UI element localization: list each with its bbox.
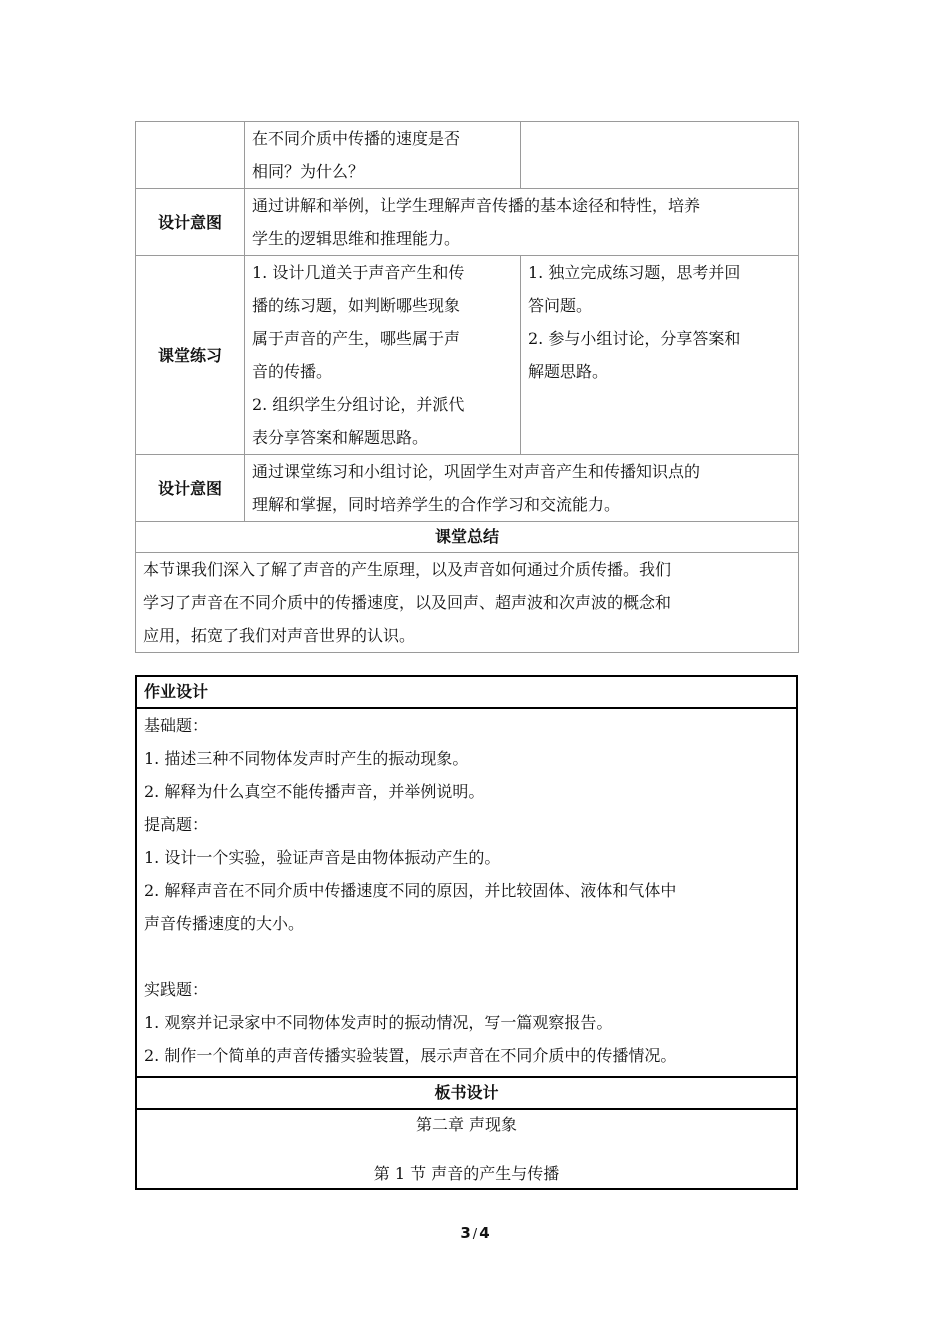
text-line: 应用，拓宽了我们对声音世界的认识。 <box>143 626 416 645</box>
design-intent-text <box>245 189 799 256</box>
teacher-activity-cell <box>245 122 521 189</box>
text-line: 在不同介质中传播的速度是否 <box>252 129 461 148</box>
advanced-title: 提高题： <box>144 815 209 834</box>
text-line: 通过课堂练习和小组讨论，巩固学生对声音产生和传播知识点的 <box>252 462 701 481</box>
text-line: 解题思路。 <box>528 362 609 381</box>
design-intent-label: 设计意图 <box>136 455 245 522</box>
table-row <box>136 522 799 553</box>
lesson-plan-table <box>135 121 799 653</box>
text-line: 1. 设计一个实验，验证声音是由物体振动产生的。 <box>144 848 501 867</box>
text-line: 音的传播。 <box>252 362 333 381</box>
class-summary-text <box>136 553 799 653</box>
board-design-content <box>136 1109 797 1189</box>
chapter-title: 第二章 声现象 <box>415 1115 518 1134</box>
table-row <box>136 553 799 653</box>
text-line: 播的练习题，如判断哪些现象 <box>252 296 461 315</box>
text-line: 学习了声音在不同介质中的传播速度，以及回声、超声波和次声波的概念和 <box>143 593 672 612</box>
table-row <box>136 256 799 455</box>
design-intent-text <box>245 455 799 522</box>
text-line: 声音传播速度的大小。 <box>144 914 305 933</box>
student-activity-cell <box>521 122 799 189</box>
text-line: 1. 观察并记录家中不同物体发声时的振动情况，写一篇观察报告。 <box>144 1013 613 1032</box>
spacer <box>144 1137 789 1161</box>
practice-student-cell <box>521 256 799 455</box>
table-row <box>136 1109 797 1189</box>
class-summary-heading: 课堂总结 <box>136 522 799 553</box>
design-intent-label: 设计意图 <box>136 189 245 256</box>
text-line: 1. 描述三种不同物体发声时产生的振动现象。 <box>144 749 469 768</box>
board-design-heading: 板书设计 <box>136 1077 797 1109</box>
text-line: 表分享答案和解题思路。 <box>252 428 429 447</box>
page-separator: / <box>472 1227 478 1242</box>
spacer <box>144 940 789 973</box>
text-line: 学生的逻辑思维和推理能力。 <box>252 229 461 248</box>
homework-table <box>135 675 798 1190</box>
basic-title: 基础题： <box>144 716 209 735</box>
empty-label-cell <box>136 122 245 189</box>
text-line: 答问题。 <box>528 296 593 315</box>
homework-heading: 作业设计 <box>136 676 797 708</box>
page-total: 4 <box>479 1224 490 1242</box>
text-line: 1. 设计几道关于声音产生和传 <box>252 263 465 282</box>
page-number <box>0 1224 950 1242</box>
text-line: 属于声音的产生，哪些属于声 <box>252 329 461 348</box>
page-current: 3 <box>460 1224 471 1242</box>
text-line: 2. 组织学生分组讨论，并派代 <box>252 395 465 414</box>
table-row <box>136 189 799 256</box>
text-line: 1. 独立完成练习题，思考并回 <box>528 263 741 282</box>
text-line: 2. 参与小组讨论，分享答案和 <box>528 329 741 348</box>
table-row <box>136 122 799 189</box>
table-row <box>136 1077 797 1109</box>
text-line: 2. 解释声音在不同介质中传播速度不同的原因，并比较固体、液体和气体中 <box>144 881 677 900</box>
practice-teacher-cell <box>245 256 521 455</box>
table-row <box>136 455 799 522</box>
text-line: 理解和掌握，同时培养学生的合作学习和交流能力。 <box>252 495 621 514</box>
text-line: 相同？为什么？ <box>252 162 365 181</box>
practice-title: 实践题： <box>144 980 209 999</box>
text-line: 2. 解释为什么真空不能传播声音，并举例说明。 <box>144 782 485 801</box>
class-practice-label: 课堂练习 <box>136 256 245 455</box>
text-line: 2. 制作一个简单的声音传播实验装置，展示声音在不同介质中的传播情况。 <box>144 1046 677 1065</box>
homework-content <box>136 708 797 1077</box>
text-line: 本节课我们深入了解了声音的产生原理，以及声音如何通过介质传播。我们 <box>143 560 672 579</box>
table-row <box>136 708 797 1077</box>
text-line: 通过讲解和举例，让学生理解声音传播的基本途径和特性，培养 <box>252 196 701 215</box>
section-title: 第 1 节 声音的产生与传播 <box>373 1164 560 1183</box>
table-row <box>136 676 797 708</box>
